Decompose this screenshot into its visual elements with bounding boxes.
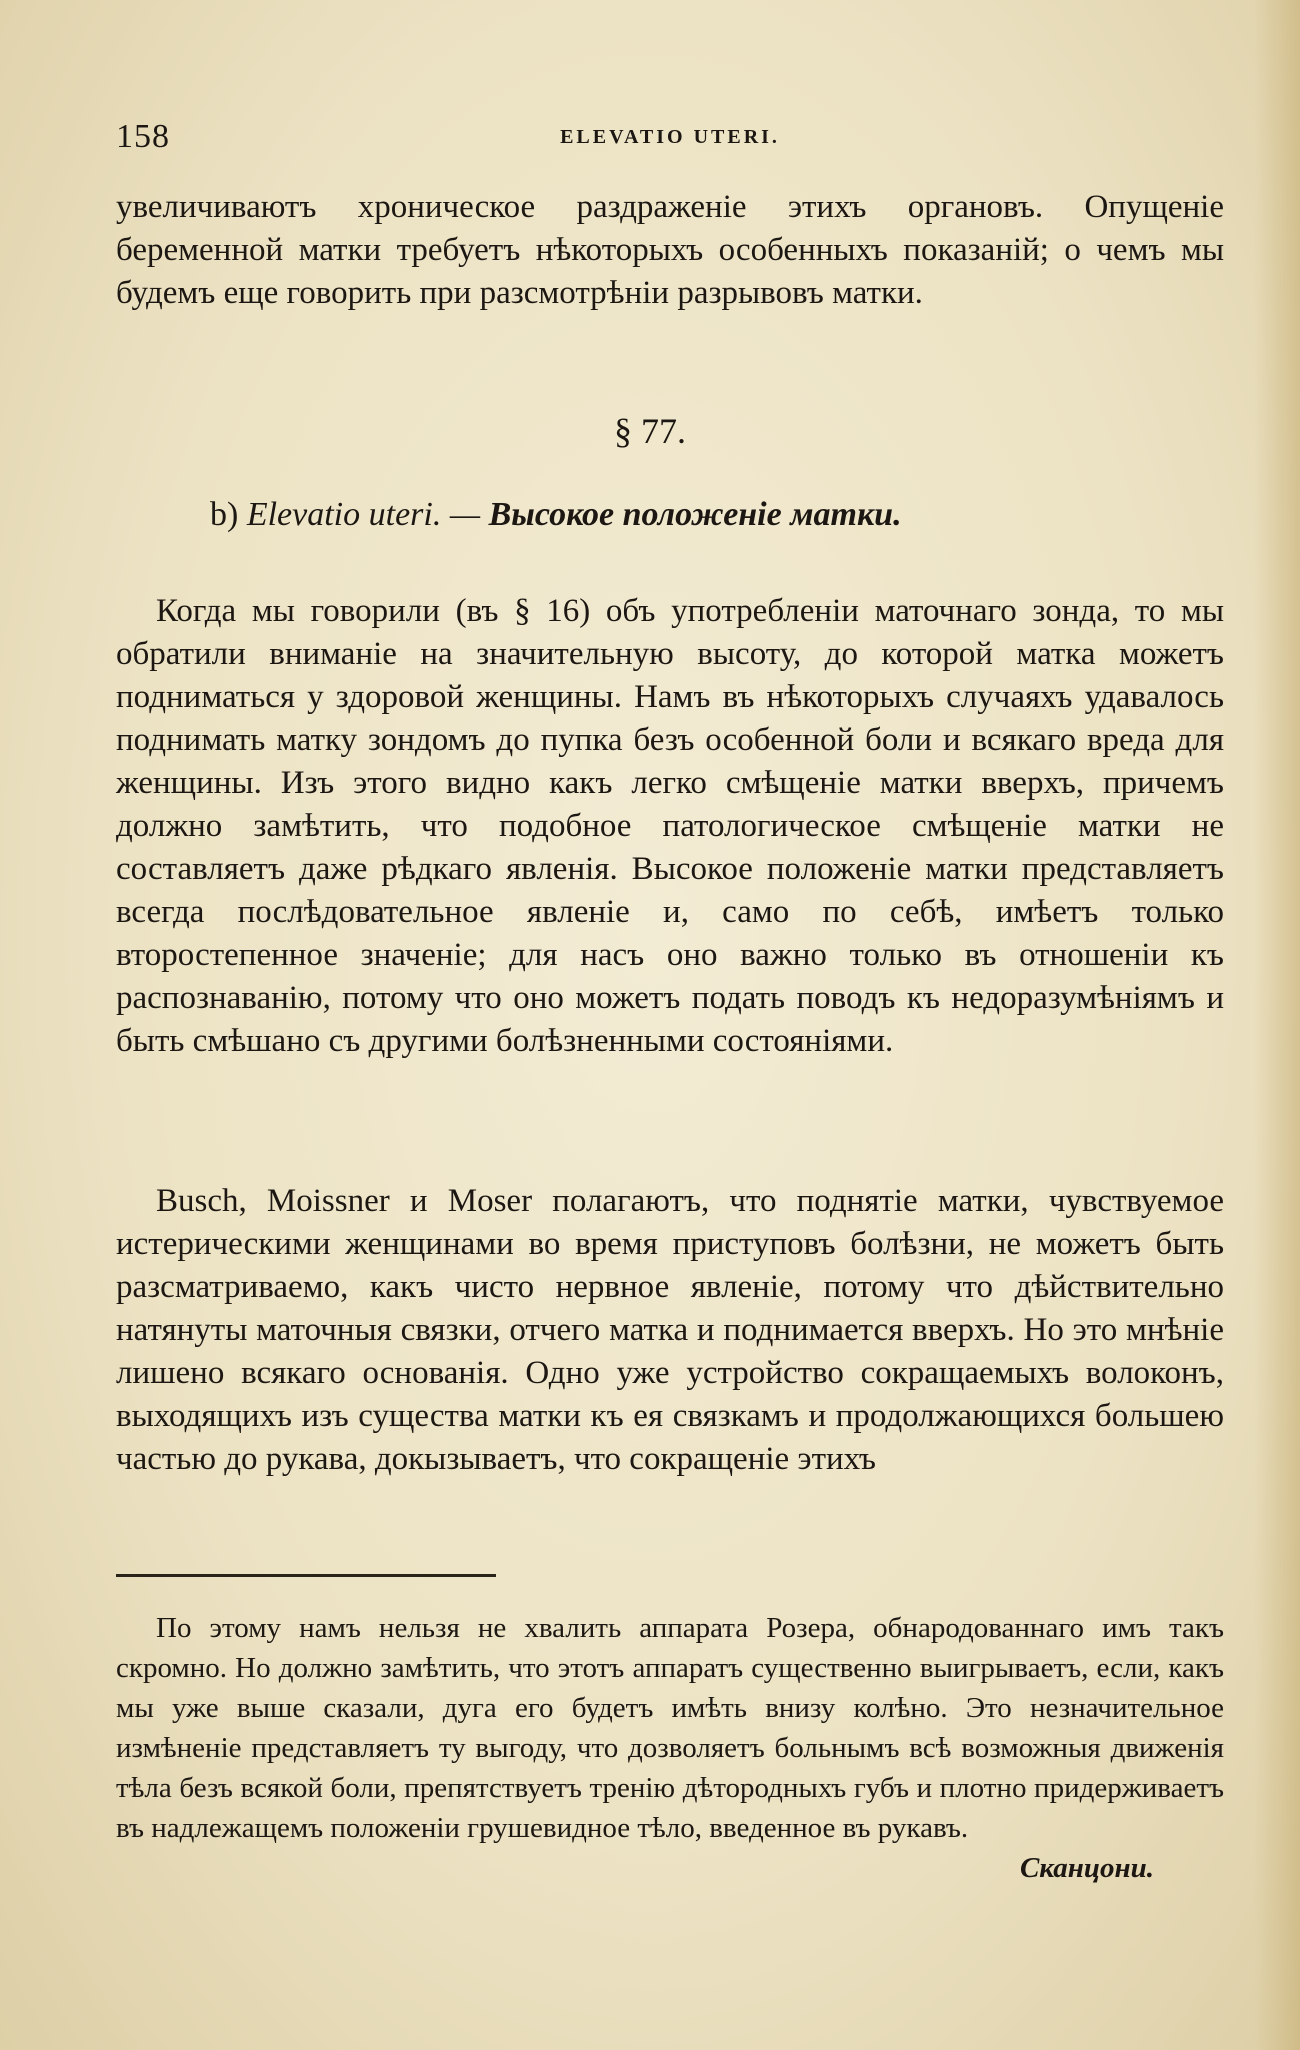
subheading-latin: Elevatio uteri.: [246, 496, 442, 533]
section-subheading: [210, 496, 902, 534]
subheading-dash: —: [449, 496, 481, 533]
intro-text: увеличиваютъ хроническое раздраженіе этихъ органовъ. Опущеніе беременной матки требуетъ нѣкоторыхъ особенныхъ показаній; о чемъ мы будемъ еще говорить при разсмотрѣніи разрывовъ матки.: [116, 189, 1224, 311]
section-number: § 77.: [614, 411, 686, 451]
page-number: 158: [116, 118, 170, 155]
footnote-signature: Сканцони.: [1019, 1852, 1154, 1884]
page-header: [116, 118, 1224, 158]
paragraph-2-text: Busch, Moissner и Moser полагаютъ, что поднятіе матки, чувствуемое истерическими женщинами во время приступовъ болѣзни, не можетъ быть разсматриваемо, какъ чисто нервное явленіе, потому что дѣйствительно натянуты маточныя связки, отчего матка и поднимается вверхъ. Но это мнѣніе лишено всякаго основанія. Одно уже устройство сокращаемыхъ волоконъ, выходящихъ изъ существа матки къ ея связкамъ и продолжающихся большею частью до рукава, докызываетъ, что сокращеніе этихъ: [116, 1183, 1224, 1477]
footnote-signature-line: [116, 1848, 1224, 1888]
footnote-separator: [116, 1574, 496, 1577]
subheading-russian: Высокое положеніе матки.: [488, 496, 902, 533]
running-title: ELEVATIO UTERI.: [560, 126, 780, 148]
paragraph-1-text: Когда мы говорили (въ § 16) объ употребленіи маточнаго зонда, то мы обратили вниманіе на значительную высоту, до которой матка можетъ подниматься у здоровой женщины. Намъ въ нѣкоторыхъ случаяхъ удавалось поднимать матку зондомъ до пупка безъ особенной боли и всякаго вреда для женщины. Изъ этого видно какъ легко смѣщеніе матки вверхъ, причемъ должно замѣтить, что подобное патологическое смѣщеніе матки не составляетъ даже рѣдкаго явленія. Высокое положеніе матки представляетъ всегда послѣдовательное явленіе и, само по себѣ, имѣетъ только второстепенное значеніе; для насъ оно важно только въ отношеніи къ распознаванію, потому что оно можетъ подать поводъ къ недоразумѣніямъ и быть смѣшано съ другими болѣзненными состояніями.: [116, 593, 1224, 1059]
footnote: [116, 1608, 1224, 1888]
body-paragraph-1: [116, 590, 1224, 1063]
subheading-letter: b): [210, 496, 239, 533]
intro-paragraph: [116, 186, 1224, 315]
page-edge-shading: [1254, 0, 1300, 2050]
footnote-text: По этому намъ нельзя не хвалить аппарата Розера, обнародованнаго имъ такъ скромно. Но должно замѣтить, что этотъ аппаратъ существенно выигрываетъ, если, какъ мы уже выше сказали, дуга его будетъ имѣть внизу колѣно. Это незначительное измѣненіе представляетъ ту выгоду, что дозволяетъ больнымъ всѣ возможныя движенія тѣла безъ всякой боли, препятствуетъ тренію дѣтородныхъ губъ и плотно придерживаетъ въ надлежащемъ положеніи грушевидное тѣло, введенное въ рукавъ.: [116, 1612, 1224, 1844]
body-paragraph-2: [116, 1180, 1224, 1481]
